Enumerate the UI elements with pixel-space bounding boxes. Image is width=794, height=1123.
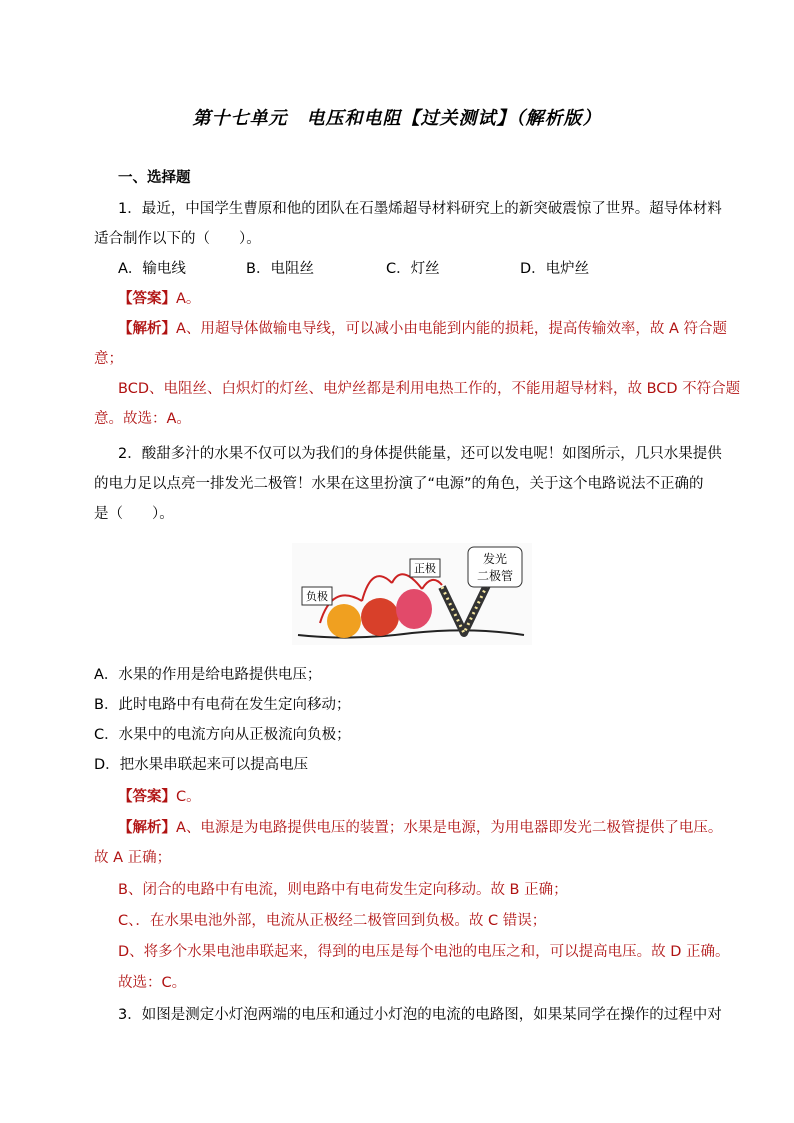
q2-analysis-line6: 故选：C。 <box>118 975 187 991</box>
q2-option-a: A．水果的作用是给电路提供电压； <box>94 667 322 683</box>
q1-analysis-tag: 【解析】 <box>118 321 176 337</box>
q1-option-d: D．电炉丝 <box>520 261 590 277</box>
q1-analysis-line2: 意； <box>94 351 123 367</box>
q2-option-c: C．水果中的电流方向从正极流向负极； <box>94 727 351 743</box>
q1-analysis-line4: 意。故选：A。 <box>94 411 191 427</box>
page-title: 第十七单元 电压和电阻【过关测试】（解析版） <box>192 108 602 129</box>
label-positive: 正极 <box>414 562 436 575</box>
q2-stem-line3: 是（ ）。 <box>94 506 174 522</box>
q1-option-a: A．输电线 <box>118 261 186 277</box>
q1-analysis-line1 <box>118 319 728 339</box>
q2-option-b: B．此时电路中有电荷在发生定向移动； <box>94 697 351 713</box>
fruit-battery-figure <box>292 543 532 645</box>
q1-analysis-text1: A、用超导体做输电导线，可以减小由电能到内能的损耗，提高传输效率，故 A 符合题 <box>176 321 728 337</box>
q1-analysis-line3: BCD、电阻丝、白炽灯的灯丝、电炉丝都是利用电热工作的，不能用超导材料，故 BCD 不符合题 <box>118 381 741 397</box>
label-led-line2: 二极管 <box>476 569 514 583</box>
q1-option-c: C．灯丝 <box>386 261 440 277</box>
dragon-fruit <box>396 589 432 629</box>
q2-option-d: D．把水果串联起来可以提高电压 <box>94 757 309 773</box>
q2-answer-value: C。 <box>176 789 201 805</box>
q2-answer <box>118 787 728 807</box>
q2-analysis-line1 <box>118 818 728 838</box>
q2-stem-line2: 的电力足以点亮一排发光二极管！水果在这里扮演了“电源”的角色，关于这个电路说法不正确的 <box>94 476 704 492</box>
q1-stem-line1: 1．最近，中国学生曹原和他的团队在石墨烯超导材料研究上的新突破震惊了世界。超导体材料 <box>118 201 722 217</box>
tomato-fruit <box>361 598 399 636</box>
q1-answer <box>118 289 728 309</box>
q2-analysis-tag: 【解析】 <box>118 820 176 836</box>
label-led-line1: 发光 <box>482 552 508 566</box>
q2-analysis-line3: B、闭合的电路中有电流，则电路中有电荷发生定向移动。故 B 正确； <box>118 882 568 898</box>
q2-answer-tag: 【答案】 <box>118 789 176 805</box>
q1-option-b: B．电阻丝 <box>246 261 314 277</box>
q1-answer-value: A。 <box>176 291 201 307</box>
q3-stem-line1: 3．如图是测定小灯泡两端的电压和通过小灯泡的电流的电路图，如果某同学在操作的过程中对 <box>118 1007 722 1023</box>
q2-analysis-line4: C、．在水果电池外部，电流从正极经二极管回到负极。故 C 错误； <box>118 913 547 929</box>
q2-stem-line1: 2．酸甜多汁的水果不仅可以为我们的身体提供能量，还可以发电呢！如图所示，几只水果提供 <box>118 446 722 462</box>
q2-analysis-text1: A、电源是为电路提供电压的装置；水果是电源，为用电器即发光二极管提供了电压。 <box>176 820 723 836</box>
section-heading: 一、选择题 <box>118 170 191 186</box>
orange-fruit <box>327 604 361 638</box>
q2-analysis-line5: D、将多个水果电池串联起来，得到的电压是每个电池的电压之和，可以提高电压。故 D 正确。 <box>118 944 730 960</box>
label-negative: 负极 <box>306 590 328 603</box>
q2-analysis-line2: 故 A 正确； <box>94 850 172 866</box>
q1-answer-tag: 【答案】 <box>118 291 176 307</box>
q1-stem-line2: 适合制作以下的（ ）。 <box>94 231 261 247</box>
